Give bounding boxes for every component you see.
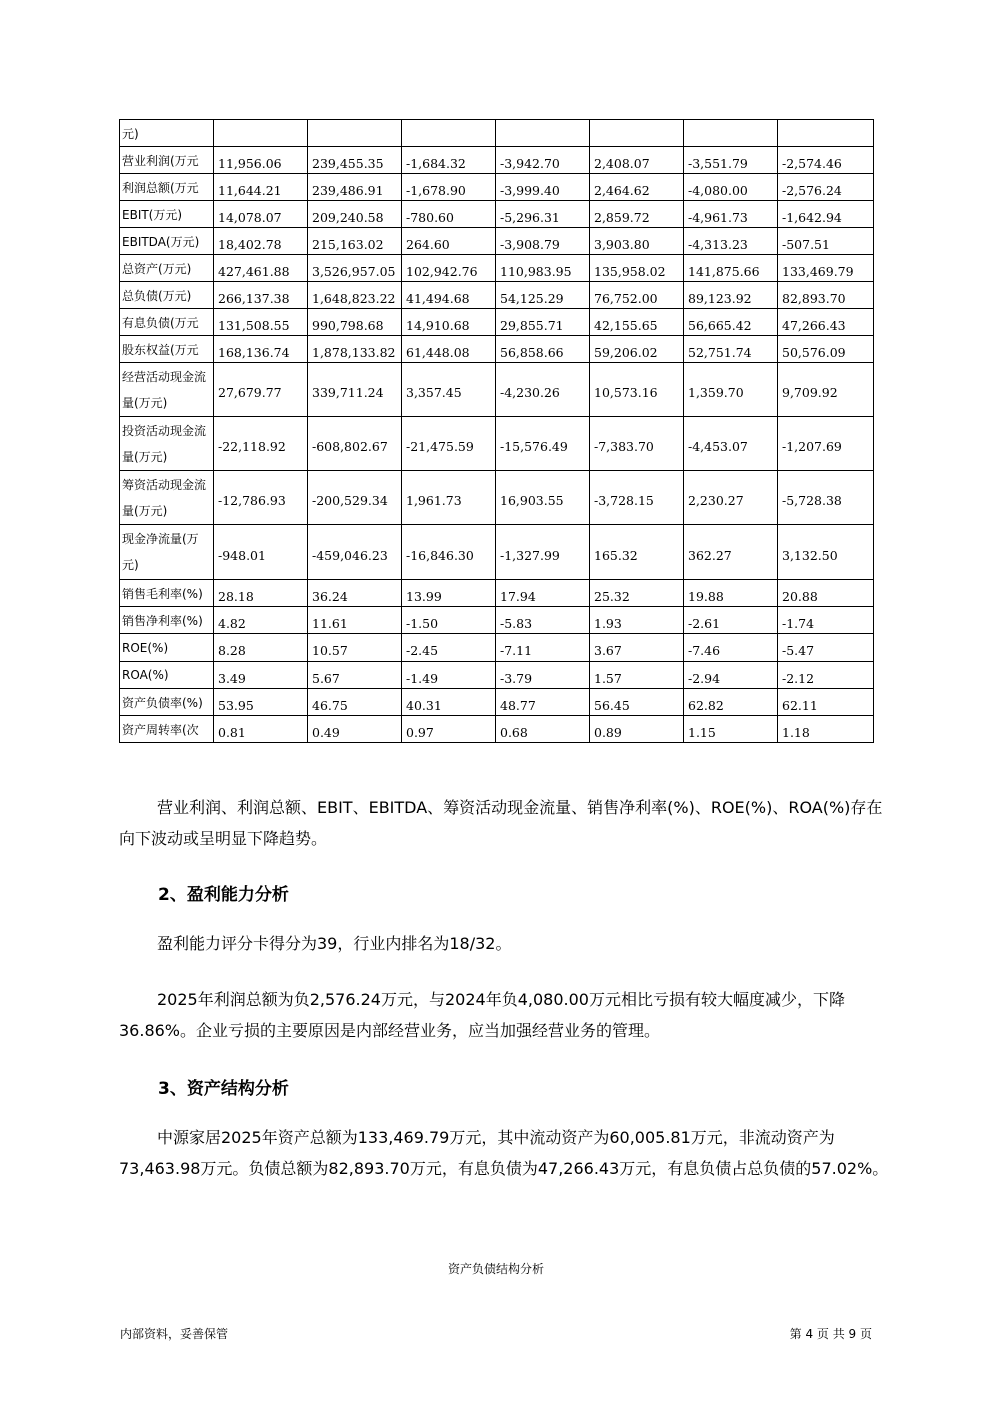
table-cell bbox=[684, 120, 778, 147]
table-cell: 11,644.21 bbox=[214, 174, 308, 201]
table-cell: 239,486.91 bbox=[308, 174, 402, 201]
table-row bbox=[120, 580, 874, 607]
table-cell: -3.79 bbox=[496, 662, 590, 689]
table-cell: 61,448.08 bbox=[402, 336, 496, 363]
table-cell: 0.89 bbox=[590, 716, 684, 743]
row-label: 资产周转率(次 bbox=[120, 716, 214, 743]
table-row bbox=[120, 120, 874, 147]
table-cell: 40.31 bbox=[402, 689, 496, 716]
table-row bbox=[120, 309, 874, 336]
table-cell bbox=[214, 120, 308, 147]
table-cell: 2,859.72 bbox=[590, 201, 684, 228]
row-label: 总负债(万元) bbox=[120, 282, 214, 309]
table-cell: 50,576.09 bbox=[778, 336, 874, 363]
table-cell: 62.11 bbox=[778, 689, 874, 716]
row-label: ROE(%) bbox=[120, 634, 214, 662]
table-cell: 76,752.00 bbox=[590, 282, 684, 309]
table-row bbox=[120, 228, 874, 255]
table-cell: -1.50 bbox=[402, 607, 496, 634]
table-cell: 3.67 bbox=[590, 634, 684, 662]
table-cell: 264.60 bbox=[402, 228, 496, 255]
table-cell: 0.49 bbox=[308, 716, 402, 743]
table-cell: -4,080.00 bbox=[684, 174, 778, 201]
table-cell: -5.83 bbox=[496, 607, 590, 634]
table-cell: 0.97 bbox=[402, 716, 496, 743]
table-cell: 27,679.77 bbox=[214, 363, 308, 417]
table-cell: 53.95 bbox=[214, 689, 308, 716]
table-cell: 13.99 bbox=[402, 580, 496, 607]
table-cell: -12,786.93 bbox=[214, 471, 308, 525]
table-cell: 102,942.76 bbox=[402, 255, 496, 282]
footer-confidential: 内部资料，妥善保管 bbox=[120, 1327, 229, 1341]
table-cell: -7.11 bbox=[496, 634, 590, 662]
table-row bbox=[120, 634, 874, 662]
table-cell: 135,958.02 bbox=[590, 255, 684, 282]
table-cell: 2,464.62 bbox=[590, 174, 684, 201]
table-row bbox=[120, 174, 874, 201]
table-cell: -5,296.31 bbox=[496, 201, 590, 228]
table-row bbox=[120, 363, 874, 417]
table-cell: 165.32 bbox=[590, 525, 684, 580]
asset-paragraph: 中源家居2025年资产总额为133,469.79万元，其中流动资产为60,005.81万元，非流动资产为73,463.98万元。负债总额为82,893.70万元，有息负债为47,266.43万元，有息负债占总负债的57.02%。 bbox=[119, 1128, 889, 1178]
table-cell: 11,956.06 bbox=[214, 147, 308, 174]
table-cell: 2,408.07 bbox=[590, 147, 684, 174]
table-cell: 14,078.07 bbox=[214, 201, 308, 228]
table-cell: 17.94 bbox=[496, 580, 590, 607]
table-row bbox=[120, 716, 874, 743]
table-cell: -15,576.49 bbox=[496, 417, 590, 471]
table-cell: 46.75 bbox=[308, 689, 402, 716]
table-cell: 20.88 bbox=[778, 580, 874, 607]
row-label: 经营活动现金流量(万元) bbox=[120, 363, 214, 417]
table-cell: 56.45 bbox=[590, 689, 684, 716]
table-cell: -3,551.79 bbox=[684, 147, 778, 174]
table-cell: 25.32 bbox=[590, 580, 684, 607]
trend-paragraph: 营业利润、利润总额、EBIT、EBITDA、筹资活动现金流量、销售净利率(%)、ROE(%)、ROA(%)存在向下波动或呈明显下降趋势。 bbox=[119, 798, 883, 848]
table-row bbox=[120, 282, 874, 309]
table-cell: -3,908.79 bbox=[496, 228, 590, 255]
table-cell: -22,118.92 bbox=[214, 417, 308, 471]
table-cell: -2.94 bbox=[684, 662, 778, 689]
table-cell: -3,728.15 bbox=[590, 471, 684, 525]
table-cell: 427,461.88 bbox=[214, 255, 308, 282]
table-cell bbox=[496, 120, 590, 147]
table-cell: 1.57 bbox=[590, 662, 684, 689]
table-cell bbox=[778, 120, 874, 147]
table-row bbox=[120, 607, 874, 634]
table-cell: 1,359.70 bbox=[684, 363, 778, 417]
table-cell: -2,576.24 bbox=[778, 174, 874, 201]
table-cell: 36.24 bbox=[308, 580, 402, 607]
table-cell: 239,455.35 bbox=[308, 147, 402, 174]
footer-page-number: 第 4 页 共 9 页 bbox=[789, 1327, 872, 1341]
table-cell: -200,529.34 bbox=[308, 471, 402, 525]
table-cell: 0.81 bbox=[214, 716, 308, 743]
table-row bbox=[120, 147, 874, 174]
row-label: EBIT(万元) bbox=[120, 201, 214, 228]
table-cell bbox=[402, 120, 496, 147]
table-cell: 2,230.27 bbox=[684, 471, 778, 525]
table-cell: 1,648,823.22 bbox=[308, 282, 402, 309]
table-cell: 362.27 bbox=[684, 525, 778, 580]
table-cell bbox=[590, 120, 684, 147]
table-cell: -948.01 bbox=[214, 525, 308, 580]
table-cell: 56,858.66 bbox=[496, 336, 590, 363]
table-cell: 19.88 bbox=[684, 580, 778, 607]
table-cell: 3,132.50 bbox=[778, 525, 874, 580]
table-cell: 42,155.65 bbox=[590, 309, 684, 336]
table-cell: 29,855.71 bbox=[496, 309, 590, 336]
table-cell: -1,207.69 bbox=[778, 417, 874, 471]
table-cell: -780.60 bbox=[402, 201, 496, 228]
figure-caption: 资产负债结构分析 bbox=[447, 1262, 544, 1276]
row-label: 营业利润(万元 bbox=[120, 147, 214, 174]
table-cell: -5,728.38 bbox=[778, 471, 874, 525]
table-cell: -3,999.40 bbox=[496, 174, 590, 201]
table-cell: -2.45 bbox=[402, 634, 496, 662]
table-row bbox=[120, 525, 874, 580]
table-cell: 59,206.02 bbox=[590, 336, 684, 363]
table-cell: -1.74 bbox=[778, 607, 874, 634]
table-row bbox=[120, 417, 874, 471]
table-cell: -5.47 bbox=[778, 634, 874, 662]
row-label: 投资活动现金流量(万元) bbox=[120, 417, 214, 471]
table-row bbox=[120, 255, 874, 282]
table-row bbox=[120, 471, 874, 525]
table-cell: 5.67 bbox=[308, 662, 402, 689]
table-cell: 339,711.24 bbox=[308, 363, 402, 417]
row-label: 总资产(万元) bbox=[120, 255, 214, 282]
table-cell: 209,240.58 bbox=[308, 201, 402, 228]
table-cell: -507.51 bbox=[778, 228, 874, 255]
table-cell: 62.82 bbox=[684, 689, 778, 716]
table-cell: 141,875.66 bbox=[684, 255, 778, 282]
table-cell: 1,878,133.82 bbox=[308, 336, 402, 363]
table-cell: 41,494.68 bbox=[402, 282, 496, 309]
table-cell: -1,678.90 bbox=[402, 174, 496, 201]
table-cell: -16,846.30 bbox=[402, 525, 496, 580]
financial-table bbox=[119, 119, 874, 743]
table-cell: 3,357.45 bbox=[402, 363, 496, 417]
table-cell: 10,573.16 bbox=[590, 363, 684, 417]
table-cell: -4,230.26 bbox=[496, 363, 590, 417]
table-cell: -459,046.23 bbox=[308, 525, 402, 580]
row-label: 现金净流量(万元) bbox=[120, 525, 214, 580]
table-cell: 0.68 bbox=[496, 716, 590, 743]
section-heading-asset-structure: 3、资产结构分析 bbox=[158, 1079, 289, 1099]
table-cell: 18,402.78 bbox=[214, 228, 308, 255]
table-cell: 3.49 bbox=[214, 662, 308, 689]
table-cell: 8.28 bbox=[214, 634, 308, 662]
table-cell: -608,802.67 bbox=[308, 417, 402, 471]
table-cell bbox=[308, 120, 402, 147]
table-cell: -7,383.70 bbox=[590, 417, 684, 471]
table-cell: -2.12 bbox=[778, 662, 874, 689]
table-cell: 48.77 bbox=[496, 689, 590, 716]
table-cell: 990,798.68 bbox=[308, 309, 402, 336]
table-row bbox=[120, 662, 874, 689]
table-cell: 110,983.95 bbox=[496, 255, 590, 282]
row-label: 元) bbox=[120, 120, 214, 147]
table-cell: -4,313.23 bbox=[684, 228, 778, 255]
table-cell: 3,903.80 bbox=[590, 228, 684, 255]
table-cell: -21,475.59 bbox=[402, 417, 496, 471]
table-cell: 54,125.29 bbox=[496, 282, 590, 309]
table-cell: -7.46 bbox=[684, 634, 778, 662]
table-cell: 168,136.74 bbox=[214, 336, 308, 363]
profit-score-paragraph: 盈利能力评分卡得分为39，行业内排名为18/32。 bbox=[157, 934, 512, 953]
row-label: ROA(%) bbox=[120, 662, 214, 689]
table-cell: 131,508.55 bbox=[214, 309, 308, 336]
table-row bbox=[120, 201, 874, 228]
table-row bbox=[120, 336, 874, 363]
table-cell: 1.93 bbox=[590, 607, 684, 634]
table-cell: 1,961.73 bbox=[402, 471, 496, 525]
table-cell: -1,642.94 bbox=[778, 201, 874, 228]
row-label: 销售净利率(%) bbox=[120, 607, 214, 634]
table-cell: 82,893.70 bbox=[778, 282, 874, 309]
row-label: EBITDA(万元) bbox=[120, 228, 214, 255]
row-label: 销售毛利率(%) bbox=[120, 580, 214, 607]
table-cell: 215,163.02 bbox=[308, 228, 402, 255]
row-label: 利润总额(万元 bbox=[120, 174, 214, 201]
table-cell: 56,665.42 bbox=[684, 309, 778, 336]
table-cell: 266,137.38 bbox=[214, 282, 308, 309]
table-cell: 11.61 bbox=[308, 607, 402, 634]
row-label: 筹资活动现金流量(万元) bbox=[120, 471, 214, 525]
table-cell: 52,751.74 bbox=[684, 336, 778, 363]
table-cell: 9,709.92 bbox=[778, 363, 874, 417]
profit-paragraph: 2025年利润总额为负2,576.24万元，与2024年负4,080.00万元相比亏损有较大幅度减少，下降36.86%。企业亏损的主要原因是内部经营业务，应当加强经营业务的管理。 bbox=[119, 990, 845, 1040]
table-cell: 133,469.79 bbox=[778, 255, 874, 282]
table-cell: -2.61 bbox=[684, 607, 778, 634]
table-cell: 47,266.43 bbox=[778, 309, 874, 336]
table-cell: 16,903.55 bbox=[496, 471, 590, 525]
table-cell: -1,327.99 bbox=[496, 525, 590, 580]
table-cell: 89,123.92 bbox=[684, 282, 778, 309]
table-cell: 28.18 bbox=[214, 580, 308, 607]
table-cell: -4,961.73 bbox=[684, 201, 778, 228]
table-cell: 1.15 bbox=[684, 716, 778, 743]
table-cell: 3,526,957.05 bbox=[308, 255, 402, 282]
table-cell: -3,942.70 bbox=[496, 147, 590, 174]
row-label: 资产负债率(%) bbox=[120, 689, 214, 716]
section-heading-profitability: 2、盈利能力分析 bbox=[158, 885, 289, 905]
row-label: 股东权益(万元 bbox=[120, 336, 214, 363]
table-cell: 1.18 bbox=[778, 716, 874, 743]
table-cell: 14,910.68 bbox=[402, 309, 496, 336]
table-cell: -4,453.07 bbox=[684, 417, 778, 471]
table-row bbox=[120, 689, 874, 716]
table-cell: -1.49 bbox=[402, 662, 496, 689]
table-cell: -2,574.46 bbox=[778, 147, 874, 174]
table-cell: 10.57 bbox=[308, 634, 402, 662]
table-cell: 4.82 bbox=[214, 607, 308, 634]
row-label: 有息负债(万元 bbox=[120, 309, 214, 336]
table-cell: -1,684.32 bbox=[402, 147, 496, 174]
